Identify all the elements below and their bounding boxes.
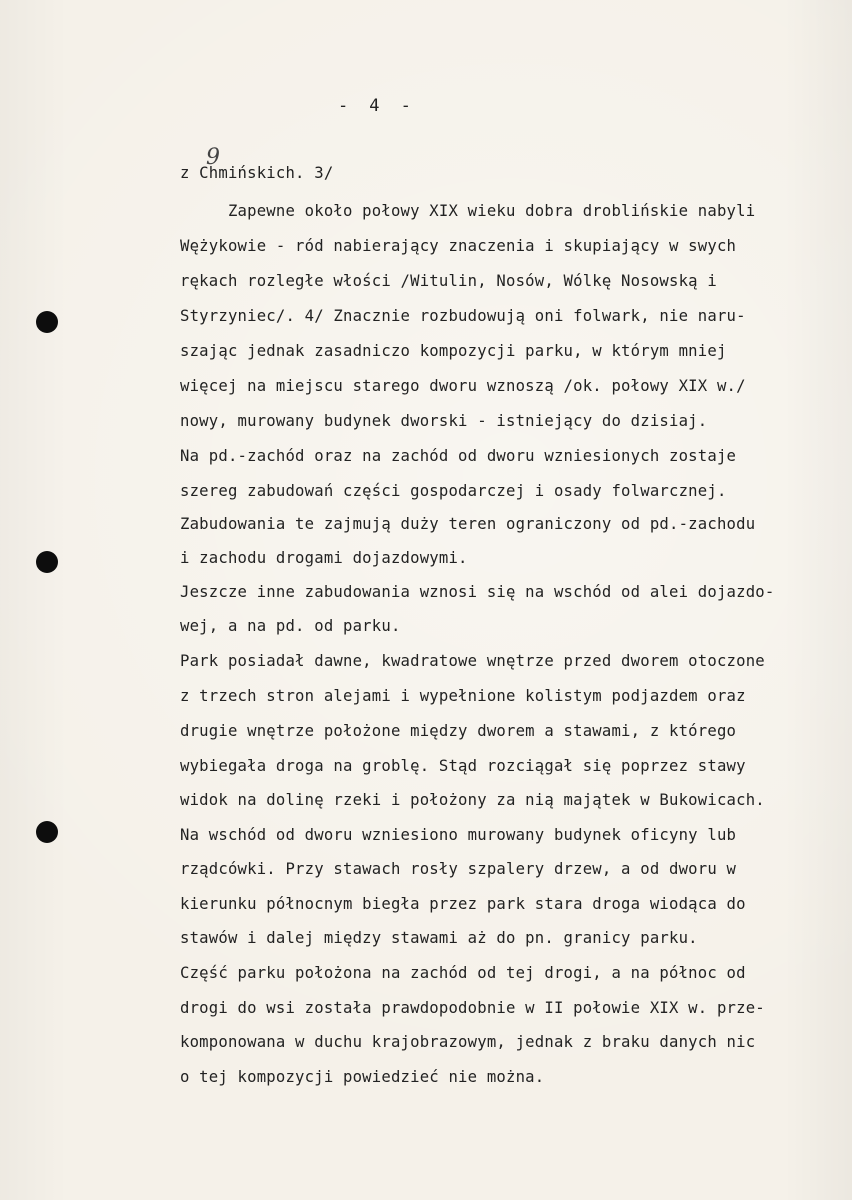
text-line: z Chmińskich. 3/ <box>180 164 334 182</box>
text-line: Zabudowania te zajmują duży teren ograniczony od pd.-zachodu <box>180 515 756 533</box>
text-line: widok na dolinę rzeki i położony za nią majątek w Bukowicach. <box>180 791 765 809</box>
text-line: wybiegała droga na groblę. Stąd rozciągał się poprzez stawy <box>180 757 746 775</box>
text-line: drugie wnętrze położone między dworem a stawami, z którego <box>180 722 737 740</box>
text-line: o tej kompozycji powiedzieć nie można. <box>180 1068 545 1086</box>
text-line: Jeszcze inne zabudowania wznosi się na wschód od alei dojazdo- <box>180 583 775 601</box>
text-line: rządcówki. Przy stawach rosły szpalery drzew, a od dworu w <box>180 860 737 878</box>
text-line: Część parku położona na zachód od tej drogi, a na północ od <box>180 964 746 982</box>
text-line: Park posiadał dawne, kwadratowe wnętrze przed dworem otoczone <box>180 652 765 670</box>
text-line: komponowana w duchu krajobrazowym, jednak z braku danych nic <box>180 1033 756 1051</box>
text-line: Na wschód od dworu wzniesiono murowany budynek oficyny lub <box>180 826 737 844</box>
text-line: Wężykowie - ród nabierający znaczenia i skupiający w swych <box>180 237 737 255</box>
page-number: - 4 - <box>338 96 412 116</box>
text-line: Na pd.-zachód oraz na zachód od dworu wzniesionych zostaje <box>180 447 737 465</box>
text-line: Zapewne około połowy XIX wieku dobra droblińskie nabyli <box>180 202 756 220</box>
text-line: z trzech stron alejami i wypełnione kolistym podjazdem oraz <box>180 687 746 705</box>
text-line: szając jednak zasadniczo kompozycji parku, w którym mniej <box>180 342 727 360</box>
text-line: wej, a na pd. od parku. <box>180 617 401 635</box>
punch-hole <box>36 311 58 333</box>
text-line: kierunku północnym biegła przez park stara droga wiodąca do <box>180 895 746 913</box>
text-line: więcej na miejscu starego dworu wznoszą /ok. połowy XIX w./ <box>180 377 746 395</box>
punch-hole <box>36 551 58 573</box>
text-line: szereg zabudowań części gospodarczej i osady folwarcznej. <box>180 482 727 500</box>
text-line: drogi do wsi została prawdopodobnie w II połowie XIX w. prze- <box>180 999 765 1017</box>
pencil-annotation: 9 <box>206 145 220 170</box>
text-line: stawów i dalej między stawami aż do pn. granicy parku. <box>180 929 698 947</box>
text-line: i zachodu drogami dojazdowymi. <box>180 549 468 567</box>
punch-hole <box>36 821 58 843</box>
text-line: rękach rozległe włości /Witulin, Nosów, Wólkę Nosowską i <box>180 272 717 290</box>
text-line: Styrzyniec/. 4/ Znacznie rozbudowują oni folwark, nie naru- <box>180 307 746 325</box>
text-line: nowy, murowany budynek dworski - istniejący do dzisiaj. <box>180 412 708 430</box>
